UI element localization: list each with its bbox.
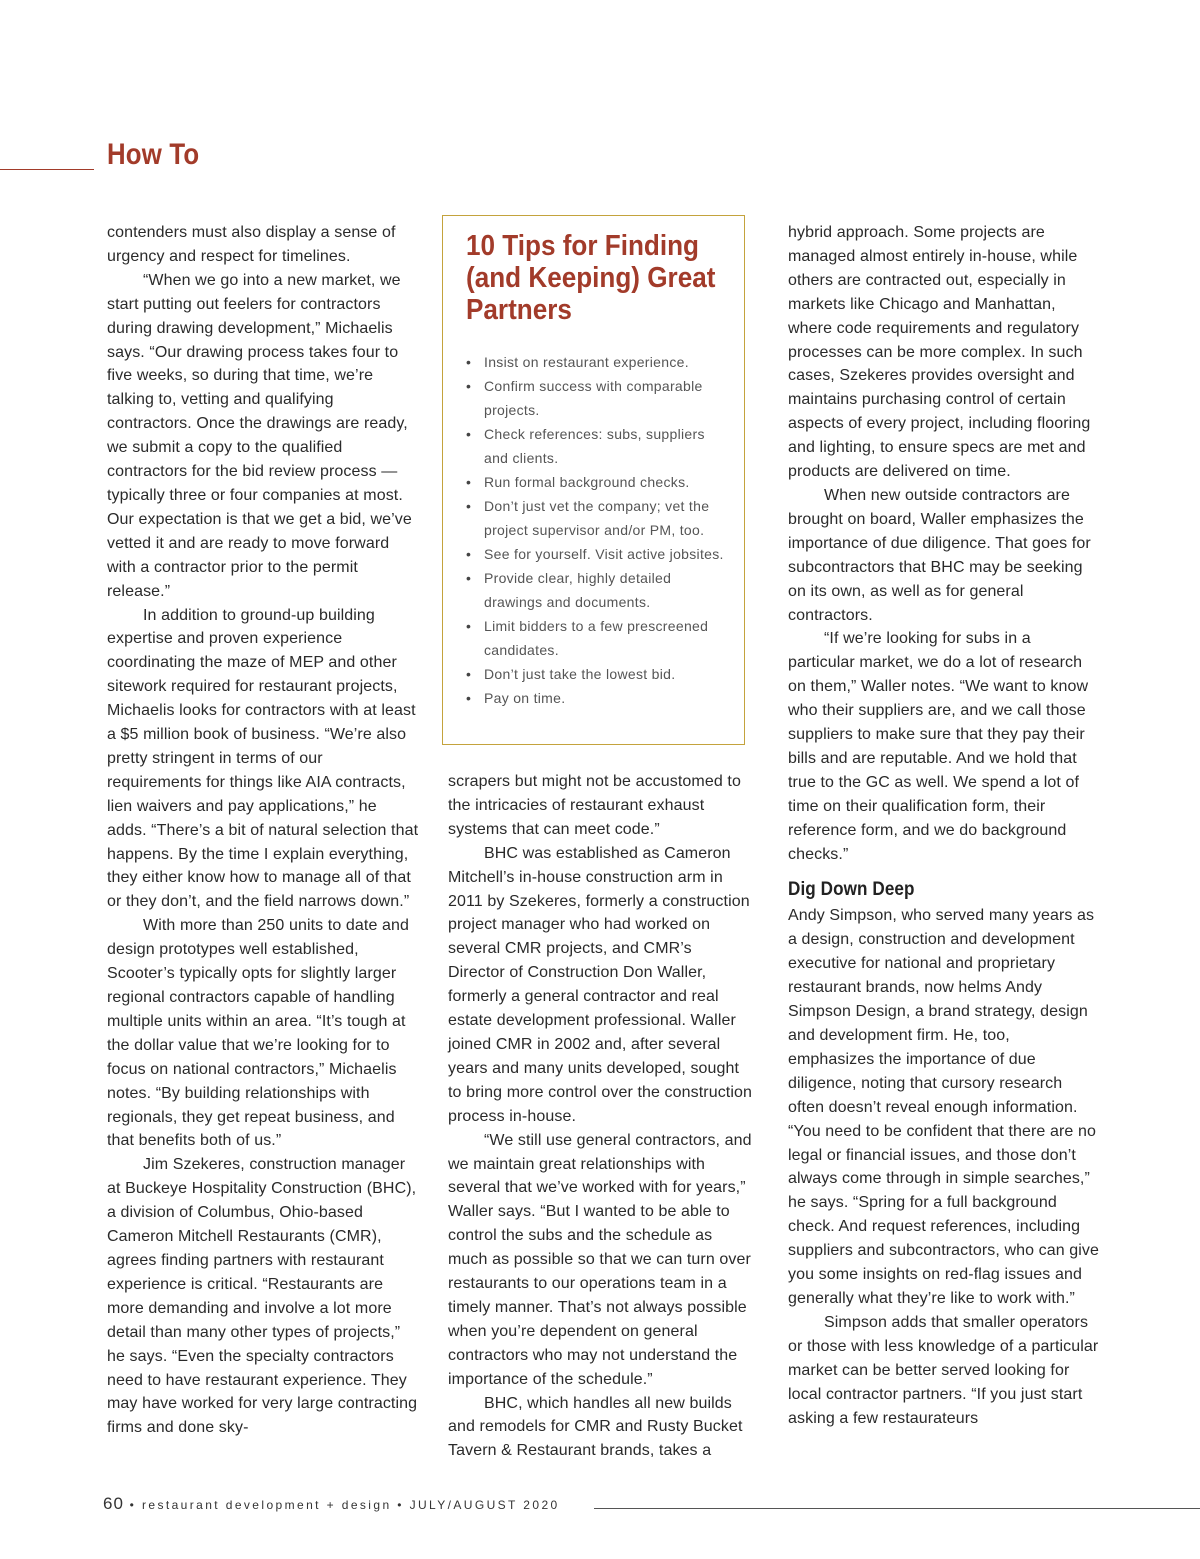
- list-item: • Provide clear, highly detailed drawings and documents.: [466, 566, 724, 614]
- paragraph: Andy Simpson, who served many years as a design, construction and development executive for national and proprietary restaurant brands, now helms Andy Simpson Design, a brand strategy, design and development firm. He, too, emphasizes the importance of due diligence, noting that cursory research often doesn’t reveal enough information. “You need to be confident that there are no legal or financial issues, and those don’t always come through in simple searches,” he says. “Spring for a full background check. And request references, including suppliers and subcontractors, who can give you some insights on red-flag issues and generally what they’re like to work with.”: [788, 907, 1100, 1307]
- list-item: • Check references: subs, suppliers and clients.: [466, 422, 724, 470]
- paragraph: “We still use general contractors, and we maintain great relationships with several that we’ve worked with for years,” Waller says. “But I wanted to be able to control the subs and the schedule as much as possible so that we can turn over restaurants to our operations team in a timely manner. That’s not always possible when you’re dependent on general contractors who may not understand the importance of the schedule.”: [448, 1131, 752, 1388]
- list-item: • Confirm success with comparable projects.: [466, 374, 724, 422]
- bullet-icon: •: [466, 618, 472, 634]
- paragraph: “When we go into a new market, we start putting out feelers for contractors during drawing development,” Michaelis says. “Our drawing process takes four to five weeks, so during that time, we’re talking to, vetting and qualifying contractors. Once the drawings are ready, we submit a copy to the qualified contractors for the bid review process — typically three or four companies at most. Our expectation is that we get a bid, we’ve vetted it and are ready to move forward with a contractor prior to the permit release.”: [107, 271, 412, 600]
- footer-folio: [103, 1494, 560, 1514]
- page-number: 60: [103, 1494, 124, 1513]
- bullet-icon: •: [466, 474, 472, 490]
- header-rule-left: [0, 169, 94, 170]
- paragraph: scrapers but might not be accustomed to the intricacies of restaurant exhaust systems that can meet code.”: [448, 773, 741, 838]
- bullet-icon: •: [466, 378, 472, 394]
- bullet-icon: •: [466, 498, 472, 514]
- sidebar-title: 10 Tips for Finding (and Keeping) Great Partners: [466, 230, 716, 326]
- bullet-icon: •: [466, 570, 472, 586]
- tips-list: [466, 350, 724, 710]
- subhead: Dig Down Deep: [788, 879, 915, 901]
- paragraph: hybrid approach. Some projects are managed almost entirely in-house, while others are contracted out, especially in markets like Chicago and Manhattan, where code requirements and regulatory processes can be more complex. In such cases, Szekeres provides oversight and maintains purchasing control of certain aspects of every project, including flooring and lighting, to ensure specs are met and products are delivered on time.: [788, 224, 1091, 481]
- paragraph: BHC, which handles all new builds and remodels for CMR and Rusty Bucket Tavern & Restaurant brands, takes a: [448, 1394, 743, 1460]
- list-item: • See for yourself. Visit active jobsites.: [466, 542, 724, 566]
- article-column-3: [788, 221, 1100, 1430]
- paragraph: “If we’re looking for subs in a particular market, we do a lot of research on them,” Waller notes. “We want to know who their suppliers are, and we call those suppliers to make sure that they pay their bills and are reputable. And we hold that true to the GC as well. We spend a lot of time on their qualification form, their reference form, and we do background checks.”: [788, 630, 1089, 863]
- tips-sidebar-box: [442, 215, 745, 745]
- bullet-icon: •: [466, 666, 472, 682]
- list-item: • Insist on restaurant experience.: [466, 350, 724, 374]
- list-item: • Don’t just vet the company; vet the project supervisor and/or PM, too.: [466, 494, 724, 542]
- paragraph: Jim Szekeres, construction manager at Buckeye Hospitality Construction (BHC), a division of Columbus, Ohio-based Cameron Mitchell Restaurants (CMR), agrees finding partners with restaurant experience is critical. “Restaurants are more demanding and involve a lot more detail than many other types of projects,” he says. “Even the specialty contractors need to have restaurant experience. They may have worked for very large contracting firms and done sky-: [107, 1156, 418, 1437]
- publication-name: restaurant development + design: [142, 1498, 392, 1512]
- paragraph: BHC was established as Cameron Mitchell’s in-house construction arm in 2011 by Szekeres, formerly a construction project manager who had worked on several CMR projects, and CMR’s Director of Construction Don Waller, formerly a general contractor and real estate development professional. Waller joined CMR in 2002 and, after several years and many units developed, sought to bring more control over the construction process in-house.: [448, 844, 753, 1125]
- paragraph: In addition to ground-up building expertise and proven experience coordinating the maze of MEP and other sitework required for restaurant projects, Michaelis looks for contractors with at least a $5 million book of business. “We’re also pretty stringent in terms of our requirements for things like AIA contracts, lien waivers and pay applications,” he adds. “There’s a bit of natural selection that happens. By the time I explain everything, they either know how to manage all of that or they don’t, and the field narrows down.”: [107, 606, 419, 911]
- article-column-2: [448, 770, 753, 1463]
- bullet-icon: •: [466, 690, 472, 706]
- list-item: • Don’t just take the lowest bid.: [466, 662, 724, 686]
- bullet-icon: •: [466, 354, 472, 370]
- bullet-icon: •: [466, 426, 472, 442]
- issue-date: JULY/AUGUST 2020: [409, 1498, 560, 1512]
- list-item: • Limit bidders to a few prescreened candidates.: [466, 614, 724, 662]
- article-column-1: [107, 221, 419, 1440]
- footer-separator: •: [129, 1498, 137, 1512]
- paragraph: With more than 250 units to date and design prototypes well established, Scooter’s typically opts for slightly larger regional contractors capable of handling multiple units within an area. “It’s tough at the dollar value that we’re looking for to focus on national contractors,” Michaelis notes. “By building relationships with regionals, they get repeat business, and that benefits both of us.”: [107, 917, 409, 1150]
- list-item: • Pay on time.: [466, 686, 724, 710]
- paragraph: Simpson adds that smaller operators or those with less knowledge of a particular market can be better served looking for local contractor partners. “If you just start asking a few restaurateurs: [788, 1313, 1099, 1427]
- section-title: How To: [107, 138, 200, 171]
- paragraph: When new outside contractors are brought on board, Waller emphasizes the importance of due diligence. That goes for subcontractors that BHC may be seeking on its own, as well as for general contractors.: [788, 486, 1091, 624]
- footer-separator: •: [397, 1498, 404, 1512]
- list-item: • Run formal background checks.: [466, 470, 724, 494]
- bullet-icon: •: [466, 546, 472, 562]
- footer-rule: [594, 1508, 1200, 1509]
- paragraph: contenders must also display a sense of urgency and respect for timelines.: [107, 224, 396, 265]
